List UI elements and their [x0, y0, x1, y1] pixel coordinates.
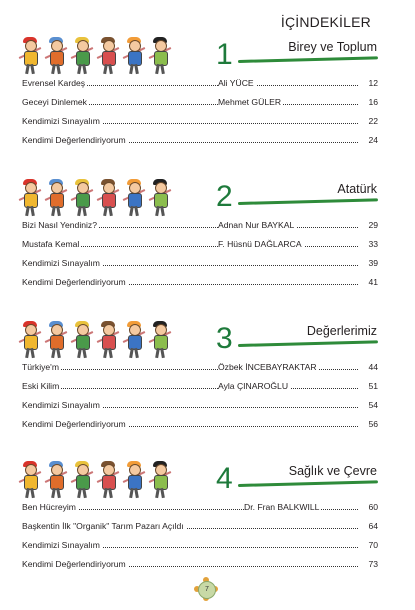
- page-number: 7: [198, 581, 216, 599]
- toc-entry[interactable]: [22, 519, 378, 533]
- page-number-badge: [194, 577, 218, 601]
- unit-title: Birey ve Toplum: [288, 40, 377, 54]
- toc-entry[interactable]: [22, 557, 378, 571]
- entry-title: Evrensel Kardeş: [22, 78, 86, 88]
- entry-page-number: 12: [368, 78, 378, 88]
- child-figure-icon: [18, 460, 42, 500]
- toc-entry[interactable]: [22, 237, 378, 251]
- child-figure-icon: [122, 36, 146, 76]
- entry-author: Dr. Fran BALKWILL: [244, 502, 320, 512]
- entry-author: Mehmet GÜLER: [218, 97, 282, 107]
- entry-page-number: 51: [368, 381, 378, 391]
- child-figure-icon: [96, 178, 120, 218]
- entry-title: Kendimizi Sınayalım: [22, 258, 100, 268]
- child-figure-icon: [18, 36, 42, 76]
- entry-title: Kendimizi Sınayalım: [22, 116, 100, 126]
- entry-author: Ayla ÇINAROĞLU: [218, 381, 289, 391]
- entry-title: Kendimizi Sınayalım: [22, 540, 100, 550]
- unit-title: Değerlerimiz: [306, 324, 377, 338]
- unit-underline: [238, 198, 378, 205]
- child-figure-icon: [122, 460, 146, 500]
- toc-entry[interactable]: [22, 95, 378, 109]
- entry-page-number: 73: [368, 559, 378, 569]
- entry-page-number: 41: [368, 277, 378, 287]
- toc-entry[interactable]: [22, 500, 378, 514]
- entry-page-number: 39: [368, 258, 378, 268]
- child-figure-icon: [70, 178, 94, 218]
- child-figure-icon: [44, 320, 68, 360]
- toc-entry[interactable]: [22, 379, 378, 393]
- child-figure-icon: [44, 36, 68, 76]
- entry-author: Özbek İNCEBAYRAKTAR: [218, 362, 317, 372]
- entry-page-number: 22: [368, 116, 378, 126]
- entry-page-number: 33: [368, 239, 378, 249]
- toc-entry[interactable]: [22, 360, 378, 374]
- toc-entry[interactable]: [22, 218, 378, 232]
- dot-leader: [22, 388, 358, 389]
- unit-underline: [238, 340, 378, 347]
- entry-title: Bizi Nasıl Yendiniz?: [22, 220, 98, 230]
- entry-page-number: 64: [368, 521, 378, 531]
- child-figure-icon: [122, 178, 146, 218]
- entry-page-number: 29: [368, 220, 378, 230]
- unit-title: Atatürk: [337, 182, 377, 196]
- entry-title: Başkentin İlk "Organik" Tarım Pazarı Açıldı: [22, 521, 184, 531]
- unit-number: 1: [216, 38, 233, 71]
- entry-author: F. Hüsnü DAĞLARCA: [218, 239, 302, 249]
- children-group-illustration: [18, 320, 188, 360]
- child-figure-icon: [70, 460, 94, 500]
- child-figure-icon: [148, 36, 172, 76]
- entry-title: Kendimi Değerlendiriyorum: [22, 277, 126, 287]
- toc-entry[interactable]: [22, 256, 378, 270]
- entry-title: Kendimizi Sınayalım: [22, 400, 100, 410]
- children-group-illustration: [18, 178, 188, 218]
- unit-title: Sağlık ve Çevre: [288, 464, 377, 478]
- unit-number: 3: [216, 322, 233, 355]
- toc-entry[interactable]: [22, 76, 378, 90]
- child-figure-icon: [96, 320, 120, 360]
- entry-title: Geceyi Dinlemek: [22, 97, 87, 107]
- page-title: İÇİNDEKİLER: [280, 14, 371, 30]
- toc-entry[interactable]: [22, 417, 378, 431]
- child-figure-icon: [148, 178, 172, 218]
- entry-page-number: 56: [368, 419, 378, 429]
- child-figure-icon: [148, 320, 172, 360]
- entry-page-number: 44: [368, 362, 378, 372]
- entry-page-number: 16: [368, 97, 378, 107]
- toc-entry[interactable]: [22, 114, 378, 128]
- entry-title: Ben Hücreyim: [22, 502, 76, 512]
- entry-page-number: 54: [368, 400, 378, 410]
- unit-underline: [238, 56, 378, 63]
- child-figure-icon: [70, 36, 94, 76]
- entry-title: Mustafa Kemal: [22, 239, 80, 249]
- children-group-illustration: [18, 36, 188, 76]
- toc-entry[interactable]: [22, 538, 378, 552]
- entry-title: Türkiye'm: [22, 362, 59, 372]
- unit-number: 2: [216, 180, 233, 213]
- unit-number: 4: [216, 462, 233, 495]
- entry-author: Adnan Nur BAYKAL: [218, 220, 295, 230]
- entry-title: Kendimi Değerlendiriyorum: [22, 135, 126, 145]
- toc-entry[interactable]: [22, 133, 378, 147]
- children-group-illustration: [18, 460, 188, 500]
- entry-author: Ali YÜCE: [218, 78, 254, 88]
- child-figure-icon: [96, 460, 120, 500]
- unit-underline: [238, 480, 378, 487]
- child-figure-icon: [70, 320, 94, 360]
- entry-page-number: 70: [368, 540, 378, 550]
- entry-page-number: 60: [368, 502, 378, 512]
- child-figure-icon: [18, 320, 42, 360]
- child-figure-icon: [18, 178, 42, 218]
- child-figure-icon: [122, 320, 146, 360]
- child-figure-icon: [44, 178, 68, 218]
- child-figure-icon: [96, 36, 120, 76]
- child-figure-icon: [148, 460, 172, 500]
- toc-entry[interactable]: [22, 398, 378, 412]
- entry-page-number: 24: [368, 135, 378, 145]
- entry-title: Kendimi Değerlendiriyorum: [22, 419, 126, 429]
- entry-title: Eski Kilim: [22, 381, 60, 391]
- child-figure-icon: [44, 460, 68, 500]
- entry-title: Kendimi Değerlendiriyorum: [22, 559, 126, 569]
- toc-entry[interactable]: [22, 275, 378, 289]
